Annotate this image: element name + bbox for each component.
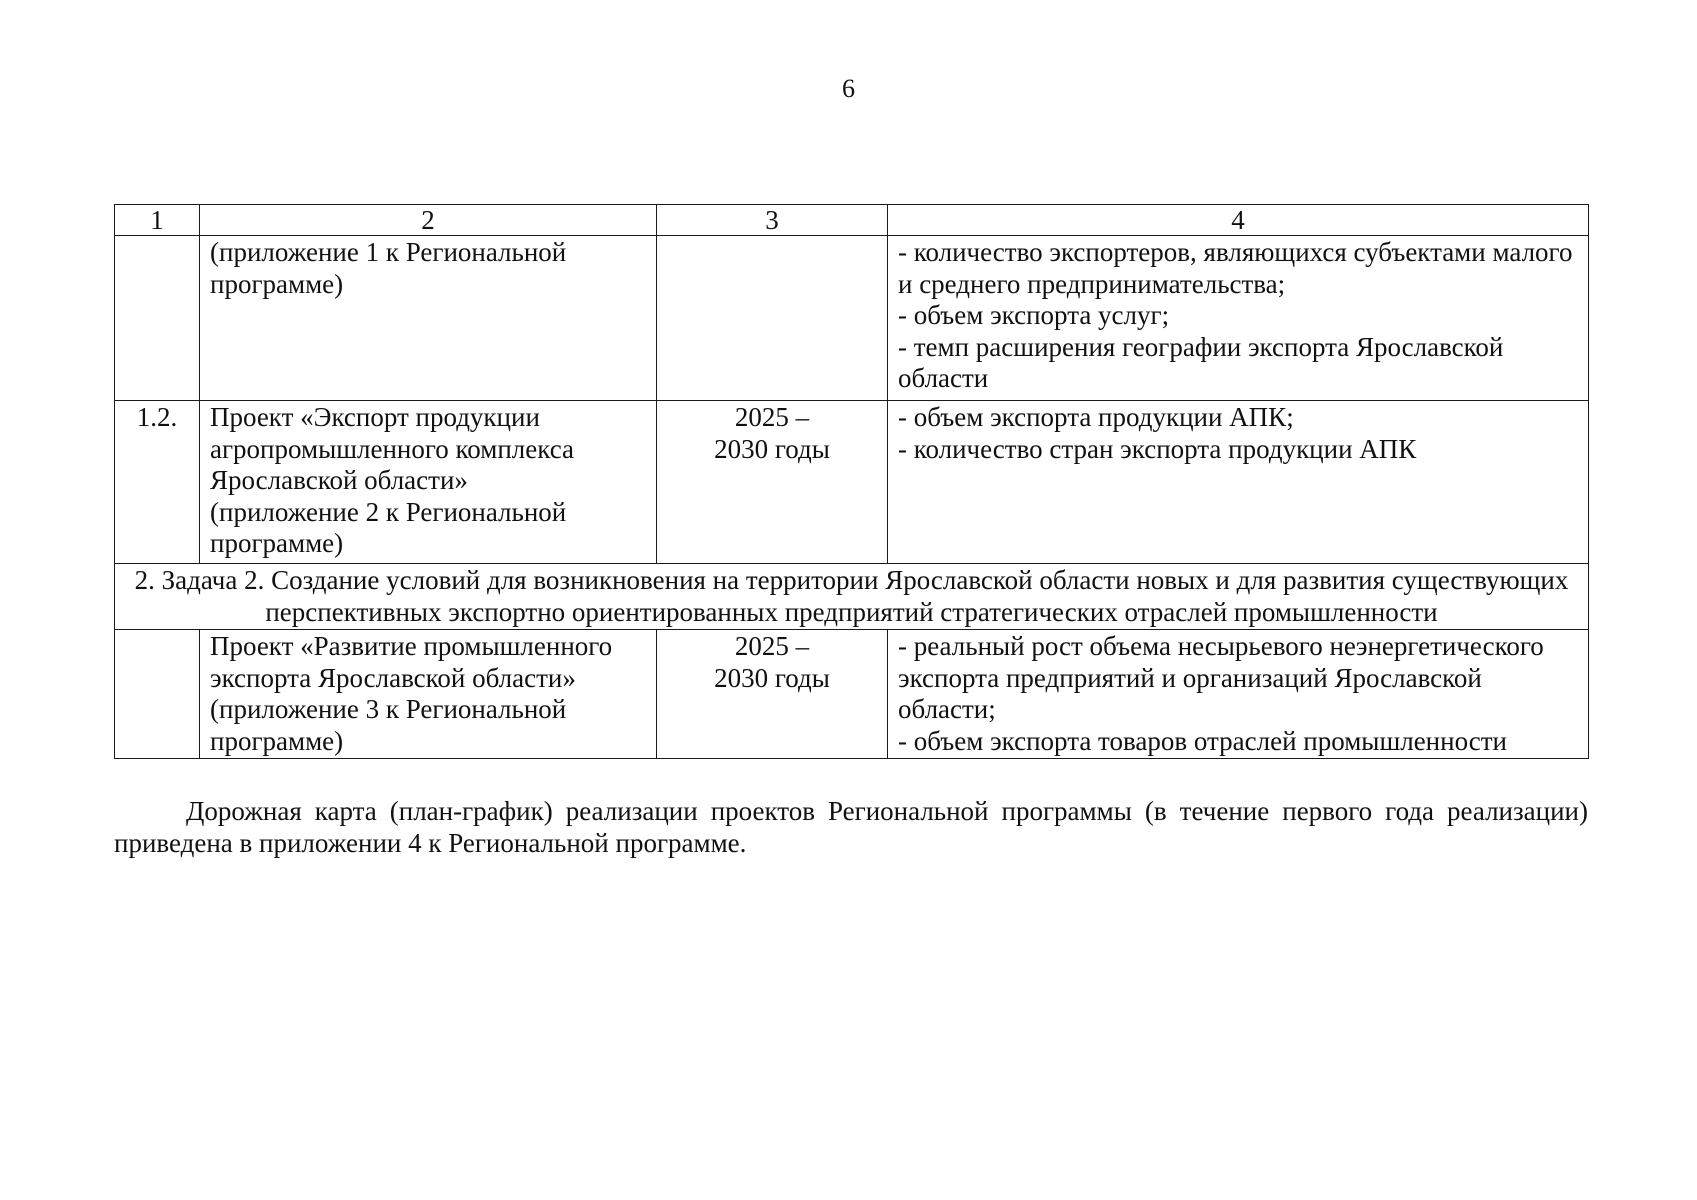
indicator-item: - количество экспортеров, являющихся субъектами малого и среднего предпринимательства; [898, 237, 1573, 299]
task-heading-cell: 2. Задача 2. Создание условий для возникновения на территории Ярославской области новых и для развития существующих перспективных экспортно ориентированных предприятий стратегических отраслей промышленности [115, 564, 1589, 630]
indicator-item: - объем экспорта товаров отраслей промышленности [898, 725, 1507, 756]
projects-table [114, 204, 1589, 759]
row-number-cell [115, 630, 200, 759]
header-cell: 2 [200, 205, 657, 236]
indicators-cell [888, 401, 1589, 564]
page-number: 6 [842, 74, 855, 103]
indicator-item: - объем экспорта продукции АПК; [898, 402, 1294, 432]
table-row [115, 236, 1589, 401]
indicator-item: - темп расширения географии экспорта Ярославской области [898, 331, 1504, 393]
indicator-item: - количество стран экспорта продукции АПК [898, 433, 1417, 464]
row-number-cell [115, 236, 200, 401]
project-cell: Проект «Развитие промышленного экспорта Ярославской области» (приложение 3 к Региональной программе) [200, 630, 657, 759]
header-cell: 1 [115, 205, 200, 236]
table-header-row [115, 205, 1589, 236]
period-cell [657, 236, 888, 401]
header-cell: 3 [657, 205, 888, 236]
project-cell: Проект «Экспорт продукции агропромышленного комплекса Ярославской области» (приложение 2 к Региональной программе) [200, 401, 657, 564]
indicators-cell [888, 630, 1589, 759]
roadmap-paragraph: Дорожная карта (план-график) реализации проектов Региональной программы (в течение первого года реализации) приведена в приложении 4 к Региональной программе. [114, 796, 1588, 858]
indicator-item: - объем экспорта услуг; [898, 300, 1170, 330]
table-row [115, 401, 1589, 564]
task-row [115, 564, 1589, 630]
header-cell: 4 [888, 205, 1589, 236]
table-row [115, 630, 1589, 759]
period-cell: 2025 – 2030 годы [657, 401, 888, 564]
indicator-item: - реальный рост объема несырьевого неэнергетического экспорта предприятий и организаций Ярославской области; [898, 631, 1544, 724]
project-cell: (приложение 1 к Региональной программе) [200, 236, 657, 401]
period-cell: 2025 – 2030 годы [657, 630, 888, 759]
indicators-cell [888, 236, 1589, 401]
row-number-cell: 1.2. [115, 401, 200, 564]
